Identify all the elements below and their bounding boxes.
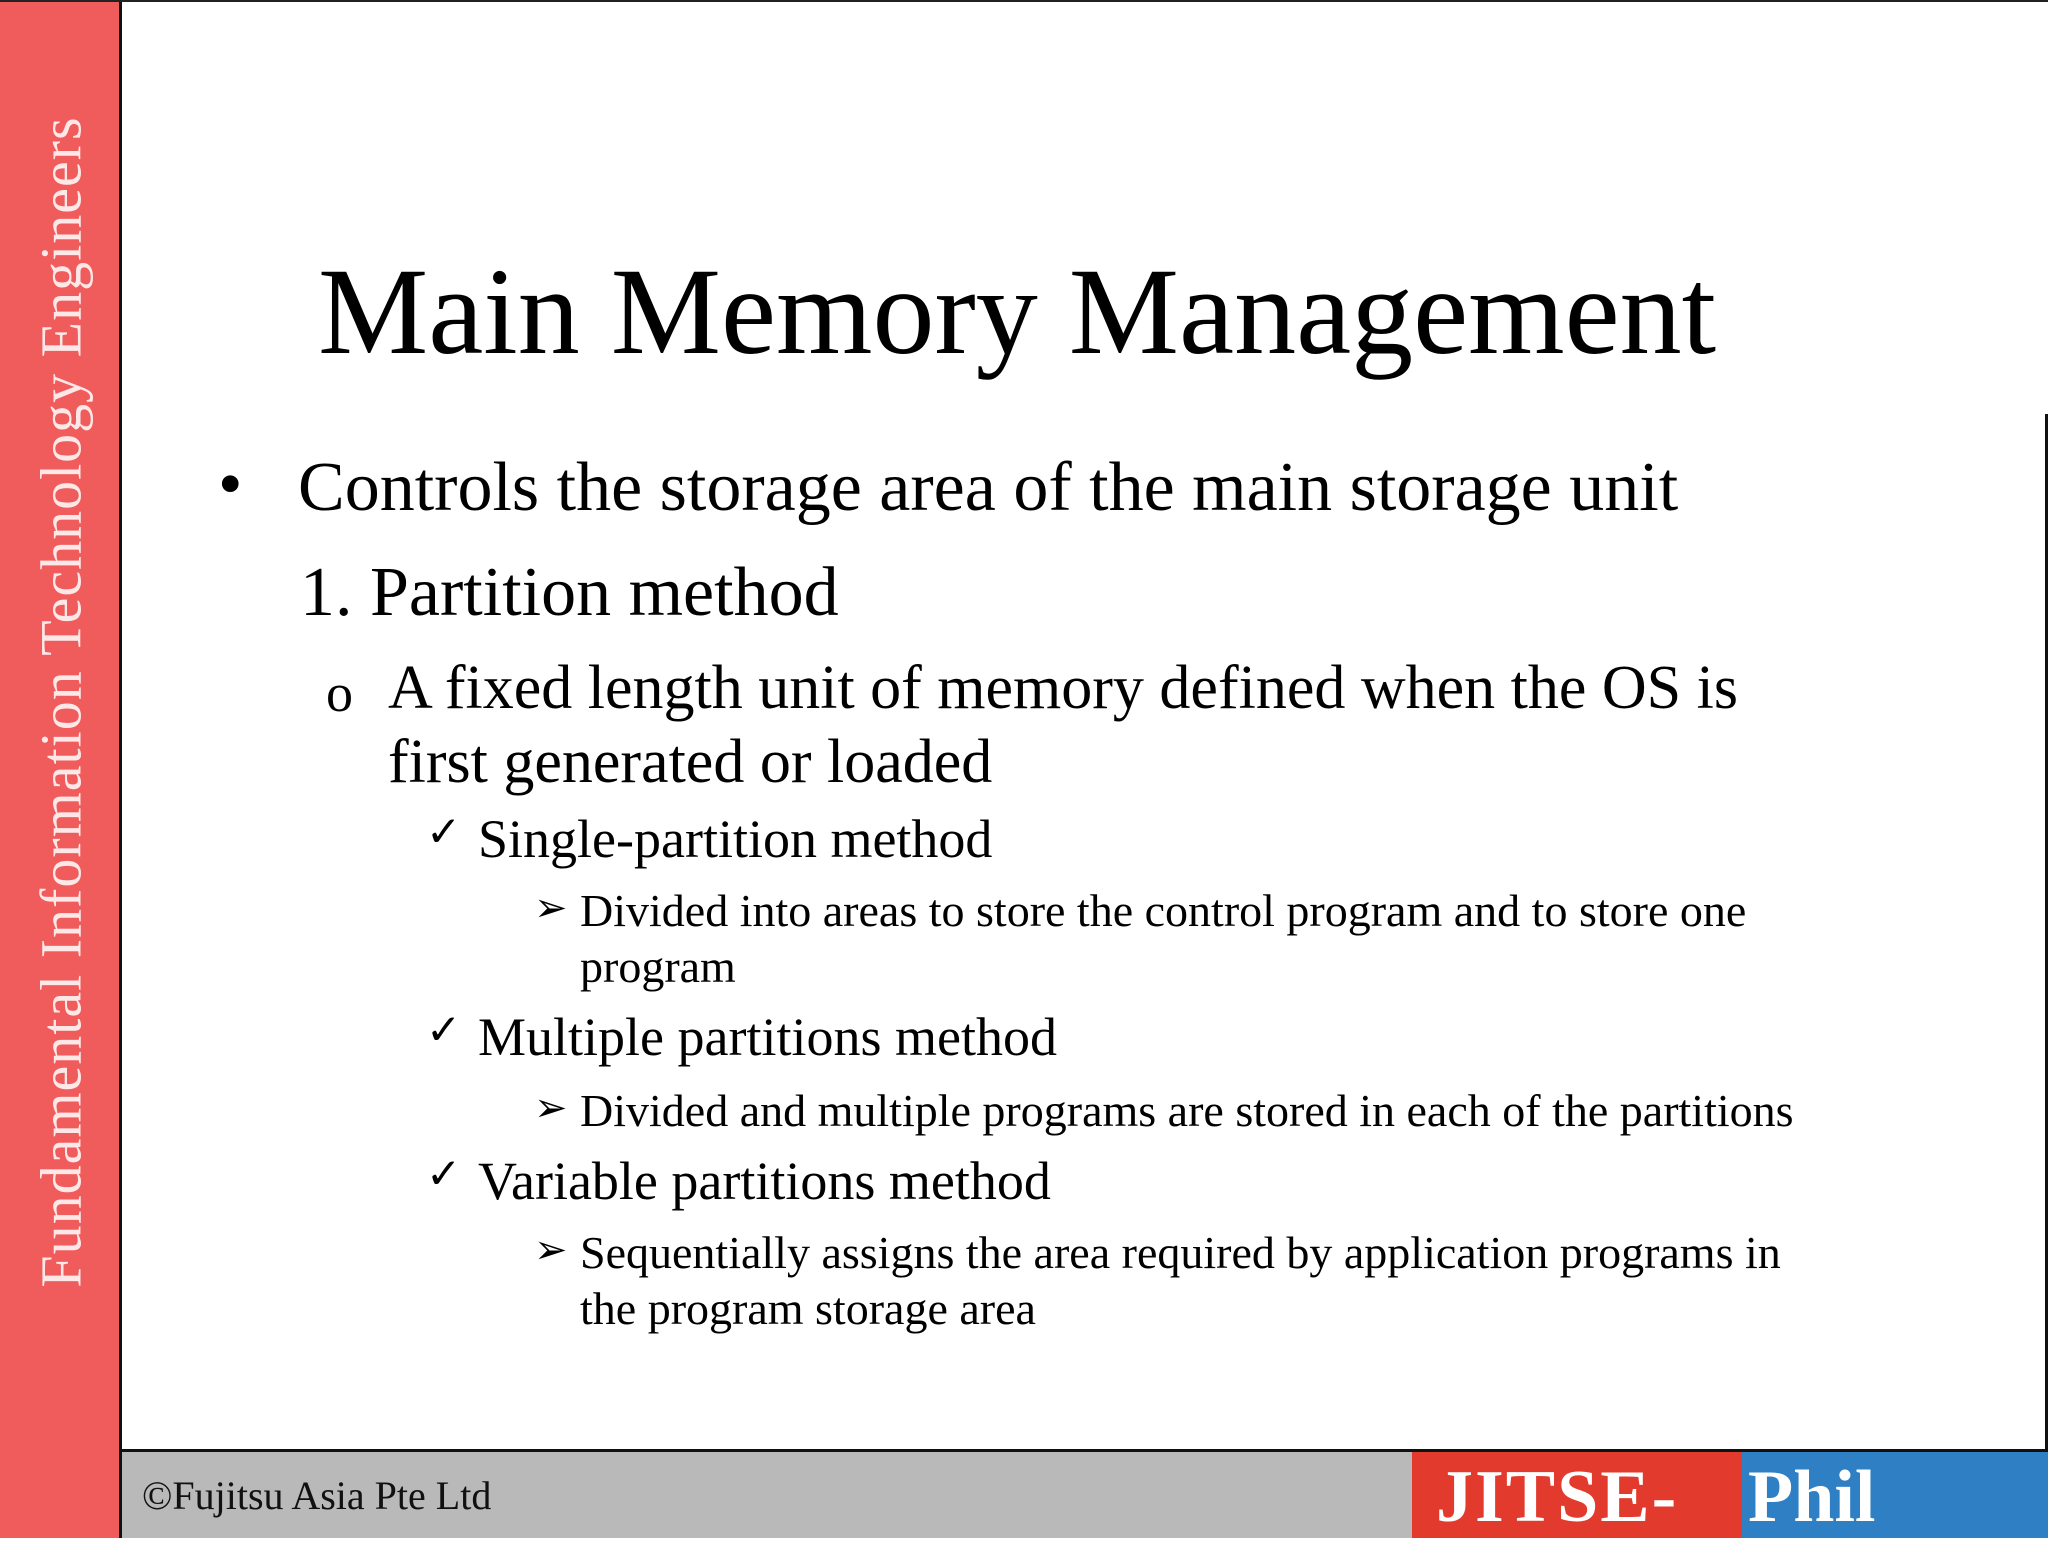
item-single-partition-label: Single-partition method	[478, 809, 993, 869]
item-single-partition-desc-line-1: Divided into areas to store the control program and to store one	[580, 885, 1747, 936]
sub-bullet-text-line-1: A fixed length unit of memory defined when the OS is	[388, 654, 1738, 722]
bullet-text: Controls the storage area of the main storage unit	[298, 449, 1679, 526]
logo-right-text: Phil	[1742, 1452, 2048, 1538]
item-variable-partitions-desc-line-1: Sequentially assigns the area required by application programs in	[580, 1227, 1781, 1278]
bullet-icon: •	[218, 446, 243, 523]
sub-bullet-text-line-2: first generated or loaded	[388, 728, 993, 796]
checkmark-icon: ✓	[426, 1152, 462, 1198]
numbered-item: 1. Partition method	[300, 554, 839, 631]
copyright-text: ©Fujitsu Asia Pte Ltd	[142, 1473, 492, 1518]
checkmark-icon: ✓	[426, 810, 462, 856]
sub-bullet-icon: o	[326, 663, 353, 723]
sidebar	[0, 2, 122, 1538]
footer-bar	[122, 1449, 2048, 1538]
sidebar-title: Fundamental Information Technology Engineers	[28, 116, 94, 1288]
item-multiple-partitions-label: Multiple partitions method	[478, 1007, 1057, 1067]
arrow-bullet-icon: ➢	[534, 885, 568, 930]
slide-title: Main Memory Management	[318, 243, 1717, 380]
logo-left-text: JITSE-	[1412, 1452, 1742, 1538]
item-variable-partitions-label: Variable partitions method	[478, 1151, 1051, 1211]
item-single-partition-desc-line-2: program	[580, 941, 736, 992]
checkmark-icon: ✓	[426, 1008, 462, 1054]
item-multiple-partitions-desc-line-1: Divided and multiple programs are stored in each of the partitions	[580, 1085, 1794, 1136]
item-variable-partitions-desc-line-2: the program storage area	[580, 1283, 1036, 1334]
jitse-phil-logo	[1412, 1452, 2048, 1538]
arrow-bullet-icon: ➢	[534, 1085, 568, 1130]
arrow-bullet-icon: ➢	[534, 1227, 568, 1272]
